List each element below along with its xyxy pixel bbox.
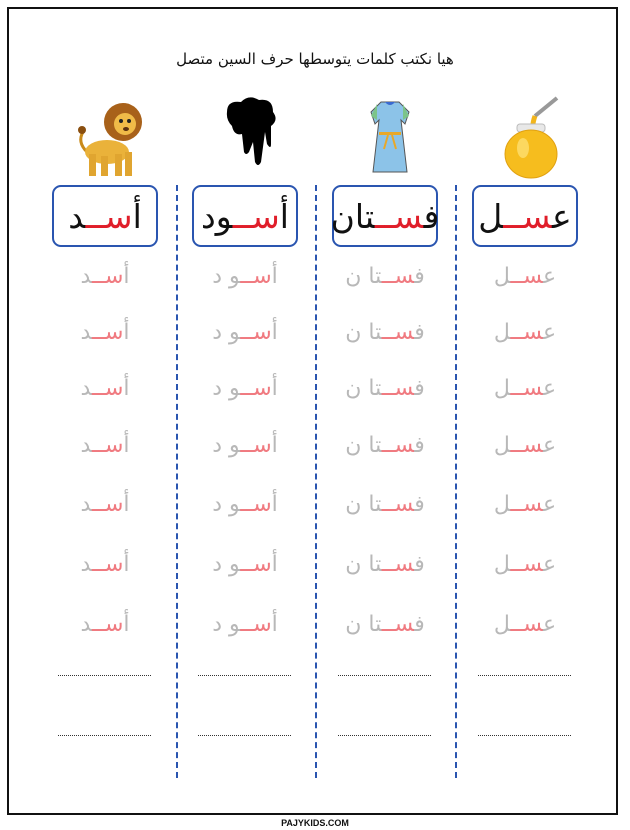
trace-start: أ bbox=[123, 264, 130, 289]
trace-word bbox=[320, 433, 450, 458]
trace-seen-letter: ســ bbox=[381, 376, 415, 401]
trace-seen-letter: ســ bbox=[381, 264, 415, 289]
trace-end: و د bbox=[212, 264, 241, 289]
trace-word bbox=[320, 320, 450, 345]
trace-end: و د bbox=[212, 376, 241, 401]
trace-seen-letter: ســ bbox=[510, 376, 544, 401]
word-seen-letter: ســ bbox=[85, 196, 133, 236]
trace-end: ل bbox=[493, 376, 511, 401]
trace-word bbox=[180, 492, 310, 517]
trace-seen-letter: ســ bbox=[381, 492, 415, 517]
trace-word bbox=[180, 612, 310, 637]
trace-start: ع bbox=[543, 264, 557, 289]
trace-seen-letter: ســ bbox=[240, 492, 272, 517]
trace-start: ف bbox=[414, 492, 425, 517]
trace-start: ع bbox=[543, 320, 557, 345]
worksheet-title: هيا نكتب كلمات يتوسطها حرف السين متصل bbox=[176, 50, 454, 68]
trace-word bbox=[460, 492, 590, 517]
trace-end: تا ن bbox=[345, 612, 382, 637]
trace-start: ف bbox=[414, 552, 425, 577]
trace-end: و د bbox=[212, 433, 241, 458]
word-start: ف bbox=[423, 196, 440, 236]
trace-word bbox=[180, 264, 310, 289]
trace-start: أ bbox=[123, 320, 130, 345]
footer bbox=[0, 811, 630, 830]
word-seen-letter: ســ bbox=[503, 196, 553, 236]
trace-start: أ bbox=[123, 612, 130, 637]
trace-start: أ bbox=[123, 492, 130, 517]
trace-start: أ bbox=[123, 552, 130, 577]
trace-end: د bbox=[80, 264, 93, 289]
trace-start: ع bbox=[543, 612, 557, 637]
word-column bbox=[320, 0, 460, 828]
word-card bbox=[192, 185, 298, 247]
black-ink-icon bbox=[215, 92, 285, 182]
trace-start: أ bbox=[271, 612, 278, 637]
trace-word bbox=[460, 433, 590, 458]
trace-end: د bbox=[80, 552, 93, 577]
trace-word bbox=[40, 552, 170, 577]
trace-end: د bbox=[80, 433, 93, 458]
trace-word bbox=[40, 492, 170, 517]
trace-word bbox=[180, 552, 310, 577]
trace-end: د bbox=[80, 492, 93, 517]
trace-end: و د bbox=[212, 492, 241, 517]
trace-end: ل bbox=[493, 264, 511, 289]
trace-word bbox=[40, 612, 170, 637]
trace-start: أ bbox=[271, 492, 278, 517]
trace-word bbox=[320, 612, 450, 637]
trace-seen-letter: ســ bbox=[510, 612, 544, 637]
trace-end: د bbox=[80, 612, 93, 637]
writing-line[interactable] bbox=[478, 735, 571, 736]
trace-end: د bbox=[80, 376, 93, 401]
trace-start: ع bbox=[543, 552, 557, 577]
trace-seen-letter: ســ bbox=[92, 612, 124, 637]
trace-word bbox=[320, 264, 450, 289]
trace-start: أ bbox=[271, 320, 278, 345]
word-column bbox=[40, 0, 180, 828]
trace-word bbox=[40, 320, 170, 345]
lion-icon bbox=[75, 92, 145, 182]
trace-end: ل bbox=[493, 433, 511, 458]
trace-seen-letter: ســ bbox=[381, 612, 415, 637]
trace-seen-letter: ســ bbox=[381, 320, 415, 345]
trace-end: ل bbox=[493, 320, 511, 345]
writing-line[interactable] bbox=[478, 675, 571, 676]
trace-seen-letter: ســ bbox=[240, 612, 272, 637]
trace-end: تا ن bbox=[345, 433, 382, 458]
word-end: ود bbox=[201, 196, 233, 236]
trace-seen-letter: ســ bbox=[510, 552, 544, 577]
trace-start: ف bbox=[414, 612, 425, 637]
word-start: أ bbox=[132, 196, 142, 236]
trace-seen-letter: ســ bbox=[510, 492, 544, 517]
trace-end: د bbox=[80, 320, 93, 345]
trace-seen-letter: ســ bbox=[92, 376, 124, 401]
trace-end: ل bbox=[493, 612, 511, 637]
trace-seen-letter: ســ bbox=[510, 320, 544, 345]
trace-start: أ bbox=[271, 264, 278, 289]
trace-word bbox=[180, 433, 310, 458]
writing-line[interactable] bbox=[58, 675, 151, 676]
trace-start: أ bbox=[123, 376, 130, 401]
trace-word bbox=[180, 320, 310, 345]
trace-end: و د bbox=[212, 320, 241, 345]
writing-line[interactable] bbox=[198, 675, 291, 676]
trace-word bbox=[40, 264, 170, 289]
word-card bbox=[332, 185, 438, 247]
trace-seen-letter: ســ bbox=[240, 320, 272, 345]
trace-seen-letter: ســ bbox=[510, 433, 544, 458]
word-end: تان bbox=[330, 196, 375, 236]
trace-end: تا ن bbox=[345, 264, 382, 289]
trace-start: أ bbox=[271, 433, 278, 458]
trace-end: تا ن bbox=[345, 320, 382, 345]
word-start: أ bbox=[279, 196, 289, 236]
word-column bbox=[460, 0, 600, 828]
word-seen-letter: ســ bbox=[374, 196, 424, 236]
trace-start: ع bbox=[543, 433, 557, 458]
trace-end: و د bbox=[212, 612, 241, 637]
trace-word bbox=[320, 376, 450, 401]
trace-seen-letter: ســ bbox=[240, 264, 272, 289]
word-seen-letter: ســ bbox=[232, 196, 280, 236]
writing-line[interactable] bbox=[338, 735, 431, 736]
trace-seen-letter: ســ bbox=[92, 492, 124, 517]
word-card bbox=[472, 185, 578, 247]
trace-seen-letter: ســ bbox=[92, 320, 124, 345]
dress-icon bbox=[355, 92, 425, 182]
word-card bbox=[52, 185, 158, 247]
writing-line[interactable] bbox=[58, 735, 151, 736]
trace-word bbox=[460, 552, 590, 577]
trace-start: أ bbox=[271, 552, 278, 577]
trace-word bbox=[40, 433, 170, 458]
trace-word bbox=[320, 492, 450, 517]
trace-end: ل bbox=[493, 552, 511, 577]
trace-start: أ bbox=[271, 376, 278, 401]
word-start: ع bbox=[552, 196, 572, 236]
trace-seen-letter: ســ bbox=[240, 433, 272, 458]
trace-seen-letter: ســ bbox=[240, 376, 272, 401]
writing-line[interactable] bbox=[198, 735, 291, 736]
footer-site: PAJYKIDS.COM bbox=[278, 818, 352, 828]
trace-seen-letter: ســ bbox=[240, 552, 272, 577]
trace-word bbox=[460, 320, 590, 345]
trace-word bbox=[460, 264, 590, 289]
writing-line[interactable] bbox=[338, 675, 431, 676]
trace-start: ف bbox=[414, 376, 425, 401]
trace-seen-letter: ســ bbox=[92, 552, 124, 577]
word-column bbox=[180, 0, 320, 828]
trace-seen-letter: ســ bbox=[381, 433, 415, 458]
trace-seen-letter: ســ bbox=[92, 264, 124, 289]
honey-icon bbox=[495, 92, 565, 182]
trace-word bbox=[460, 376, 590, 401]
trace-seen-letter: ســ bbox=[92, 433, 124, 458]
trace-end: تا ن bbox=[345, 492, 382, 517]
trace-start: ع bbox=[543, 492, 557, 517]
trace-end: ل bbox=[493, 492, 511, 517]
trace-word bbox=[320, 552, 450, 577]
word-end: د bbox=[68, 196, 86, 236]
trace-seen-letter: ســ bbox=[510, 264, 544, 289]
trace-start: ف bbox=[414, 264, 425, 289]
trace-start: ع bbox=[543, 376, 557, 401]
word-end: ل bbox=[478, 196, 504, 236]
trace-start: ف bbox=[414, 320, 425, 345]
trace-end: و د bbox=[212, 552, 241, 577]
trace-start: ف bbox=[414, 433, 425, 458]
trace-word bbox=[460, 612, 590, 637]
trace-word bbox=[40, 376, 170, 401]
trace-seen-letter: ســ bbox=[381, 552, 415, 577]
trace-start: أ bbox=[123, 433, 130, 458]
trace-end: تا ن bbox=[345, 552, 382, 577]
trace-end: تا ن bbox=[345, 376, 382, 401]
trace-word bbox=[180, 376, 310, 401]
